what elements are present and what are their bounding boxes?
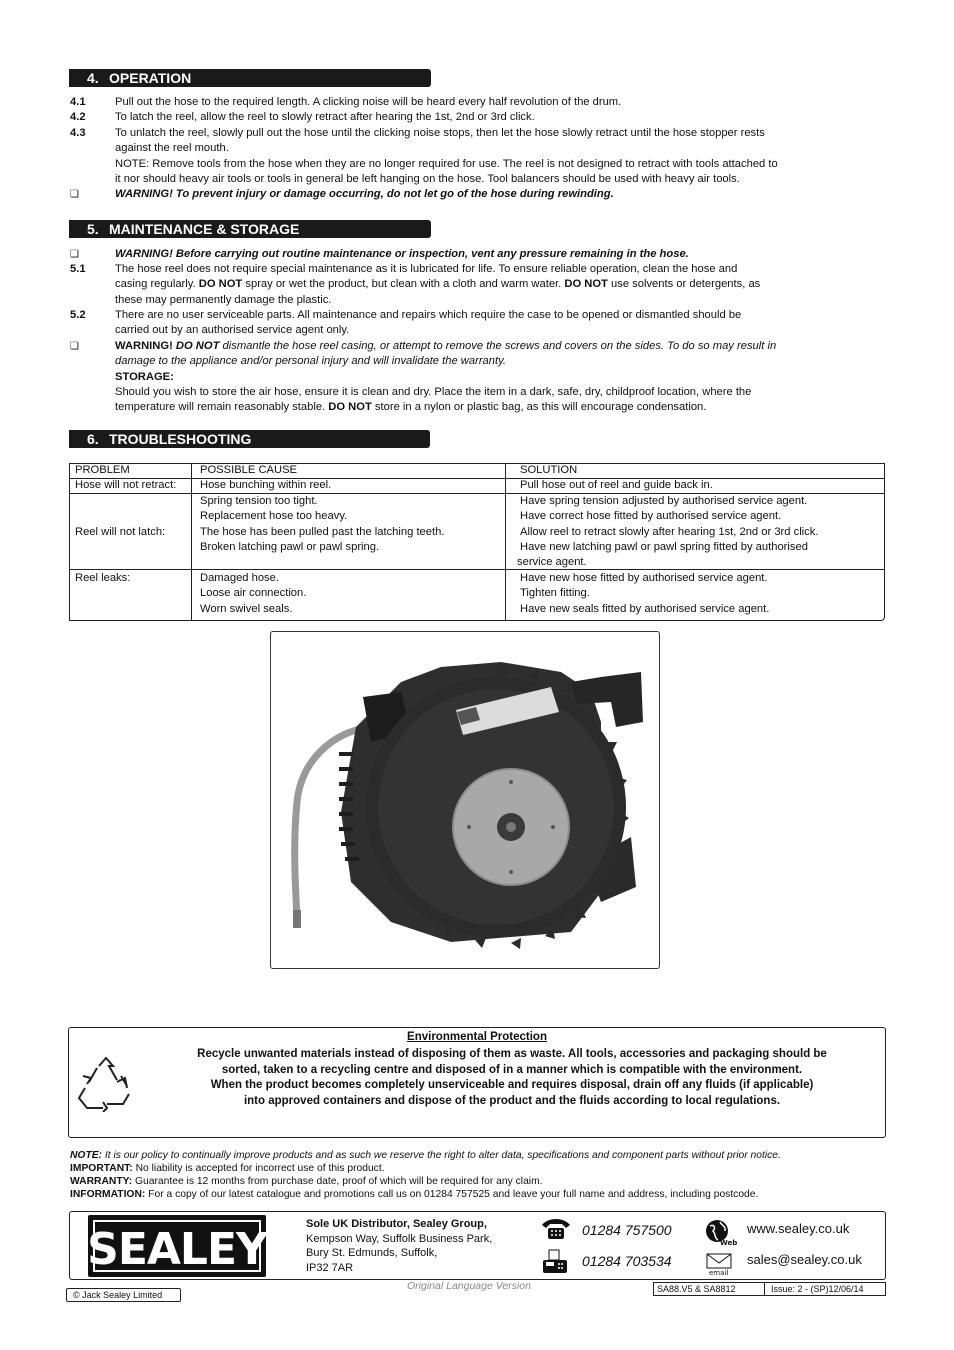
environmental-protection-box	[68, 1027, 886, 1138]
env-text: Recycle unwanted materials instead of disposing of them as waste. All tools, accessories and packaging should be	[197, 1048, 827, 1060]
table-cell: Have new hose fitted by authorised service agent.	[520, 572, 768, 584]
table-divider	[70, 478, 884, 479]
sealey-logo	[88, 1215, 266, 1277]
svg-text:Web: Web	[720, 1239, 738, 1246]
table-cell: Tighten fitting.	[520, 587, 590, 599]
step-text: these may permanently damage the plastic.	[115, 294, 332, 306]
checkbox-bullet-icon: ❏	[70, 341, 79, 352]
section-heading-troubleshooting	[69, 430, 430, 448]
step-text: against the reel mouth.	[115, 142, 229, 154]
footnote-information: INFORMATION: For a copy of our latest catalogue and promotions call us on 01284 757525 and leave your full name and address, including postcode.	[70, 1189, 759, 1200]
step-label: 5.2	[70, 309, 86, 321]
table-cell: Damaged hose.	[200, 572, 279, 584]
env-title: Environmental Protection	[407, 1031, 547, 1043]
table-cell: service agent.	[517, 556, 587, 568]
warning-text: WARNING! DO NOT dismantle the hose reel casing, or attempt to remove the screws and covers on the sides. To do so may result in	[115, 340, 777, 352]
warning-text: WARNING! To prevent injury or damage occurring, do not let go of the hose during rewinding.	[115, 188, 614, 200]
step-label: 4.1	[70, 96, 86, 108]
address-line: Bury St. Edmunds, Suffolk,	[306, 1247, 438, 1259]
section-title: TROUBLESHOOTING	[109, 431, 252, 447]
footnote-warranty: WARRANTY: Guarantee is 12 months from purchase date, proof of which will be required for any claim.	[70, 1176, 543, 1187]
step-label: 5.1	[70, 263, 86, 275]
table-cell: Loose air connection.	[200, 587, 307, 599]
step-text: To latch the reel, allow the reel to slowly retract after hearing the 1st, 2nd or 3rd click.	[115, 111, 535, 123]
address-line: IP32 7AR	[306, 1261, 354, 1274]
model-number: SA88.V5 & SA8812	[653, 1282, 765, 1296]
step-text: To unlatch the reel, slowly pull out the hose until the clicking noise stops, then let the hose slowly retract until the hose stopper rests	[115, 127, 765, 139]
table-cell: Allow reel to retract slowly after hearing 1st, 2nd or 3rd click.	[520, 526, 819, 538]
table-header-solution: SOLUTION	[520, 464, 578, 476]
web-globe-icon	[704, 1218, 740, 1246]
table-cell: Have spring tension adjusted by authorised service agent.	[520, 495, 808, 507]
section-title: MAINTENANCE & STORAGE	[109, 221, 300, 237]
phone-number[interactable]: 01284 757500	[582, 1222, 672, 1238]
env-text: sorted, taken to a recycling centre and disposed of in a manner which is compatible with the environment.	[221, 1064, 803, 1076]
table-cell: Pull hose out of reel and guide back in.	[520, 479, 713, 491]
footnote-note: NOTE: It is our policy to continually improve products and as such we reserve the right to alter data, specifications and component parts without prior notice.	[70, 1150, 781, 1161]
storage-title: STORAGE:	[115, 371, 174, 383]
table-header-problem: PROBLEM	[75, 464, 130, 476]
phone-icon	[540, 1217, 572, 1241]
contact-box	[69, 1211, 886, 1280]
step-label: 4.2	[70, 111, 86, 123]
original-language-note: Original Language Version	[407, 1280, 531, 1292]
step-text: NOTE: Remove tools from the hose when they are no longer required for use. The reel is not designed to retract with tools attached to	[115, 158, 778, 170]
footnote-important: IMPORTANT: No liability is accepted for incorrect use of this product.	[70, 1163, 385, 1174]
recycle-icon	[77, 1056, 135, 1112]
email-link[interactable]: sales@sealey.co.uk	[747, 1252, 862, 1267]
table-cell: Have correct hose fitted by authorised service agent.	[520, 510, 782, 522]
section-heading-maintenance	[69, 220, 431, 238]
step-text: There are no user serviceable parts. All maintenance and repairs which require the case to be opened or dismantled should be	[115, 309, 742, 321]
step-text: carried out by an authorised service agent only.	[115, 324, 350, 336]
table-cell: Replacement hose too heavy.	[200, 510, 348, 522]
svg-text:email: email	[709, 1269, 729, 1276]
logo-text: SEALEY	[88, 1224, 266, 1275]
step-text: casing regularly. DO NOT spray or wet the product, but clean with a cloth and warm water. DO NOT use solvents or detergents, as	[115, 278, 761, 290]
warning-text: WARNING! Before carrying out routine maintenance or inspection, vent any pressure remaining in the hose.	[115, 248, 689, 260]
troubleshooting-table	[69, 463, 885, 621]
storage-text: temperature will remain reasonably stable. DO NOT store in a nylon or plastic bag, as this will encourage condensation.	[115, 401, 707, 413]
checkbox-bullet-icon: ❏	[70, 249, 79, 260]
table-divider	[505, 464, 506, 620]
section-number: 4.	[87, 70, 99, 86]
warning-text: damage to the appliance and/or personal injury and will invalidate the warranty.	[115, 355, 506, 367]
table-cell: Have new latching pawl or pawl spring fitted by authorised	[520, 541, 808, 553]
section-heading-operation	[69, 69, 431, 87]
email-envelope-icon	[706, 1252, 734, 1276]
step-text: it nor should heavy air tools or tools in general be left hanging on the hose. Tool balancers should be used with heavy air tools.	[115, 173, 740, 185]
env-text: into approved containers and dispose of the product and the fluids according to local regulations.	[243, 1095, 781, 1107]
step-text: The hose reel does not require special maintenance as it is lubricated for life. To ensure reliable operation, clean the hose and	[115, 263, 738, 275]
section-number: 6.	[87, 431, 99, 447]
table-cell: Reel will not latch:	[75, 526, 166, 538]
table-divider	[70, 569, 884, 570]
table-cell: Reel leaks:	[75, 572, 131, 584]
fax-number[interactable]: 01284 703534	[582, 1253, 672, 1269]
table-cell: The hose has been pulled past the latching teeth.	[200, 526, 445, 538]
storage-text: Should you wish to store the air hose, ensure it is clean and dry. Place the item in a dark, safe, dry, childproof location, where the	[115, 386, 752, 398]
table-cell: Hose will not retract:	[75, 479, 177, 491]
step-label: 4.3	[70, 127, 86, 139]
product-photo	[270, 631, 660, 969]
env-text: When the product becomes completely unserviceable and requires disposal, drain off any fluids (if applicable)	[210, 1079, 814, 1091]
distributor-name: Sole UK Distributor, Sealey Group,	[306, 1218, 487, 1230]
table-cell: Hose bunching within reel.	[200, 479, 332, 491]
copyright: © Jack Sealey Limited	[66, 1288, 181, 1302]
section-title: OPERATION	[109, 70, 192, 86]
step-text: Pull out the hose to the required length. A clicking noise will be heard every half revolution of the drum.	[115, 96, 622, 108]
distributor-address	[306, 1217, 492, 1275]
address-line: Kempson Way, Suffolk Business Park,	[306, 1232, 493, 1245]
table-header-cause: POSSIBLE CAUSE	[200, 464, 297, 476]
table-cell: Have new seals fitted by authorised service agent.	[520, 603, 770, 615]
table-cell: Broken latching pawl or pawl spring.	[200, 541, 380, 553]
fax-icon	[540, 1248, 570, 1276]
table-cell: Spring tension too tight.	[200, 495, 318, 507]
table-divider	[191, 464, 192, 620]
table-cell: Worn swivel seals.	[200, 603, 293, 615]
website-link[interactable]: www.sealey.co.uk	[747, 1221, 850, 1236]
checkbox-bullet-icon: ❏	[70, 189, 79, 200]
section-number: 5.	[87, 221, 99, 237]
hose-reel-illustration	[271, 632, 659, 968]
issue-number: Issue: 2 - (SP)12/06/14	[764, 1282, 886, 1296]
